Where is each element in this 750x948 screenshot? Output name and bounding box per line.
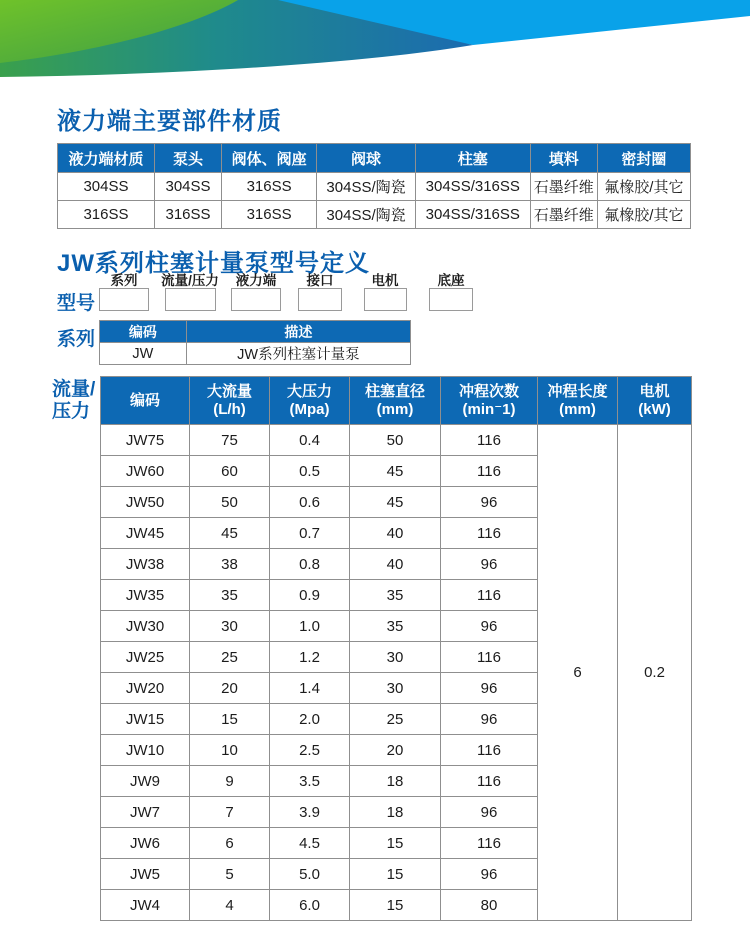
data-cell: 1.0 (270, 611, 350, 642)
data-cell: 15 (350, 828, 441, 859)
data-cell: 40 (350, 518, 441, 549)
data-cell: 3.5 (270, 766, 350, 797)
header-cell: 阀体、阀座 (222, 144, 317, 173)
data-cell: JW系列柱塞计量泵 (186, 343, 410, 365)
flow-pressure-label-line1: 流量/ (52, 379, 96, 400)
header-banner-graphic (0, 0, 750, 95)
data-cell: JW10 (101, 735, 190, 766)
data-cell: 2.5 (270, 735, 350, 766)
data-cell: 304SS/陶瓷 (317, 201, 416, 229)
data-cell: 20 (190, 673, 270, 704)
data-cell: 18 (350, 797, 441, 828)
table-row (58, 173, 691, 201)
data-cell: 304SS/316SS (415, 201, 530, 229)
header-row (58, 144, 691, 173)
data-cell: 45 (190, 518, 270, 549)
data-cell: 石墨纤维 (530, 201, 597, 229)
data-cell: 116 (441, 735, 538, 766)
data-cell: 96 (441, 673, 538, 704)
model-section-title: JW系列柱塞计量泵型号定义 (57, 250, 370, 277)
data-cell: 15 (190, 704, 270, 735)
data-cell: JW15 (101, 704, 190, 735)
model-field-box (99, 288, 149, 311)
data-cell: 0.5 (270, 456, 350, 487)
data-cell: 316SS (154, 201, 221, 229)
data-cell: 氟橡胶/其它 (597, 173, 690, 201)
data-cell: 25 (190, 642, 270, 673)
data-cell: 6 (190, 828, 270, 859)
data-cell: JW (100, 343, 187, 365)
materials-table (57, 143, 691, 229)
model-field-label: 液力端 (235, 273, 277, 288)
data-cell: 18 (350, 766, 441, 797)
data-cell: 20 (350, 735, 441, 766)
table-row (58, 201, 691, 229)
data-cell: 96 (441, 704, 538, 735)
merged-cell: 0.2 (618, 425, 692, 921)
header-cell: 编码 (101, 377, 190, 425)
model-field-box (429, 288, 473, 311)
data-cell: 石墨纤维 (530, 173, 597, 201)
header-cell: 密封圈 (597, 144, 690, 173)
model-field-6 (409, 269, 493, 311)
data-cell: 304SS/316SS (415, 173, 530, 201)
data-cell: 35 (190, 580, 270, 611)
model-field-label: 流量/压力 (161, 273, 219, 288)
header-cell: 泵头 (154, 144, 221, 173)
flow-pressure-table (100, 376, 692, 921)
data-cell: 25 (350, 704, 441, 735)
data-cell: 5.0 (270, 859, 350, 890)
header-cell: 冲程长度 (mm) (538, 377, 618, 425)
data-cell: JW60 (101, 456, 190, 487)
data-cell: JW9 (101, 766, 190, 797)
header-row (100, 321, 411, 343)
data-cell: 96 (441, 611, 538, 642)
data-cell: JW6 (101, 828, 190, 859)
data-cell: 75 (190, 425, 270, 456)
model-number-diagram (0, 269, 750, 314)
data-cell: 38 (190, 549, 270, 580)
flow-pressure-label-line2: 压力 (52, 401, 91, 422)
series-table (99, 320, 411, 365)
model-field-box (298, 288, 342, 311)
data-cell: 2.0 (270, 704, 350, 735)
header-cell: 阀球 (317, 144, 416, 173)
data-cell: 80 (441, 890, 538, 921)
data-cell: 30 (350, 673, 441, 704)
header-row (101, 377, 692, 425)
data-cell: 60 (190, 456, 270, 487)
model-number-label: 型号 (57, 293, 96, 314)
data-cell: JW4 (101, 890, 190, 921)
data-cell: 0.6 (270, 487, 350, 518)
data-cell: 15 (350, 890, 441, 921)
data-cell: 0.9 (270, 580, 350, 611)
header-cell: 大压力 (Mpa) (270, 377, 350, 425)
table-row (101, 425, 692, 456)
data-cell: 304SS/陶瓷 (317, 173, 416, 201)
data-cell: 10 (190, 735, 270, 766)
data-cell: 96 (441, 859, 538, 890)
table-row (100, 343, 411, 365)
data-cell: 116 (441, 642, 538, 673)
data-cell: JW50 (101, 487, 190, 518)
model-field-label: 系列 (110, 273, 138, 288)
data-cell: 45 (350, 487, 441, 518)
flow-pressure-label (52, 379, 95, 423)
header-cell: 柱塞直径 (mm) (350, 377, 441, 425)
data-cell: JW20 (101, 673, 190, 704)
data-cell: 0.4 (270, 425, 350, 456)
data-cell: 50 (190, 487, 270, 518)
data-cell: 30 (350, 642, 441, 673)
data-cell: 45 (350, 456, 441, 487)
header-cell: 大流量 (L/h) (190, 377, 270, 425)
data-cell: 0.7 (270, 518, 350, 549)
data-cell: 15 (350, 859, 441, 890)
data-cell: 96 (441, 797, 538, 828)
data-cell: 116 (441, 518, 538, 549)
data-cell: 35 (350, 611, 441, 642)
merged-cell: 6 (538, 425, 618, 921)
data-cell: JW75 (101, 425, 190, 456)
data-cell: JW30 (101, 611, 190, 642)
data-cell: 3.9 (270, 797, 350, 828)
data-cell: JW45 (101, 518, 190, 549)
data-cell: 116 (441, 425, 538, 456)
header-cell: 柱塞 (415, 144, 530, 173)
model-field-label: 底座 (437, 273, 465, 288)
data-cell: 氟橡胶/其它 (597, 201, 690, 229)
data-cell: 6.0 (270, 890, 350, 921)
data-cell: 7 (190, 797, 270, 828)
data-cell: 96 (441, 487, 538, 518)
data-cell: 4.5 (270, 828, 350, 859)
data-cell: 116 (441, 456, 538, 487)
data-cell: 50 (350, 425, 441, 456)
header-cell: 编码 (100, 321, 187, 343)
data-cell: 5 (190, 859, 270, 890)
data-cell: 116 (441, 766, 538, 797)
data-cell: 9 (190, 766, 270, 797)
data-cell: 316SS (222, 201, 317, 229)
data-cell: 304SS (154, 173, 221, 201)
model-field-label: 接口 (306, 273, 334, 288)
data-cell: JW25 (101, 642, 190, 673)
data-cell: 0.8 (270, 549, 350, 580)
data-cell: 1.4 (270, 673, 350, 704)
data-cell: JW38 (101, 549, 190, 580)
data-cell: 35 (350, 580, 441, 611)
data-cell: 30 (190, 611, 270, 642)
data-cell: JW5 (101, 859, 190, 890)
data-cell: 316SS (222, 173, 317, 201)
data-cell: JW35 (101, 580, 190, 611)
data-cell: JW7 (101, 797, 190, 828)
header-cell: 液力端材质 (58, 144, 155, 173)
header-cell: 电机 (kW) (618, 377, 692, 425)
model-field-box (364, 288, 407, 311)
header-cell: 填料 (530, 144, 597, 173)
data-cell: 304SS (58, 173, 155, 201)
model-field-box (231, 288, 281, 311)
data-cell: 1.2 (270, 642, 350, 673)
data-cell: 116 (441, 580, 538, 611)
model-field-box (165, 288, 216, 311)
model-field-label: 电机 (371, 273, 399, 288)
header-cell: 冲程次数 (min⁻1) (441, 377, 538, 425)
materials-section-title: 液力端主要部件材质 (57, 108, 282, 135)
data-cell: 4 (190, 890, 270, 921)
data-cell: 316SS (58, 201, 155, 229)
series-label: 系列 (57, 329, 96, 350)
data-cell: 116 (441, 828, 538, 859)
data-cell: 96 (441, 549, 538, 580)
data-cell: 40 (350, 549, 441, 580)
header-cell: 描述 (186, 321, 410, 343)
